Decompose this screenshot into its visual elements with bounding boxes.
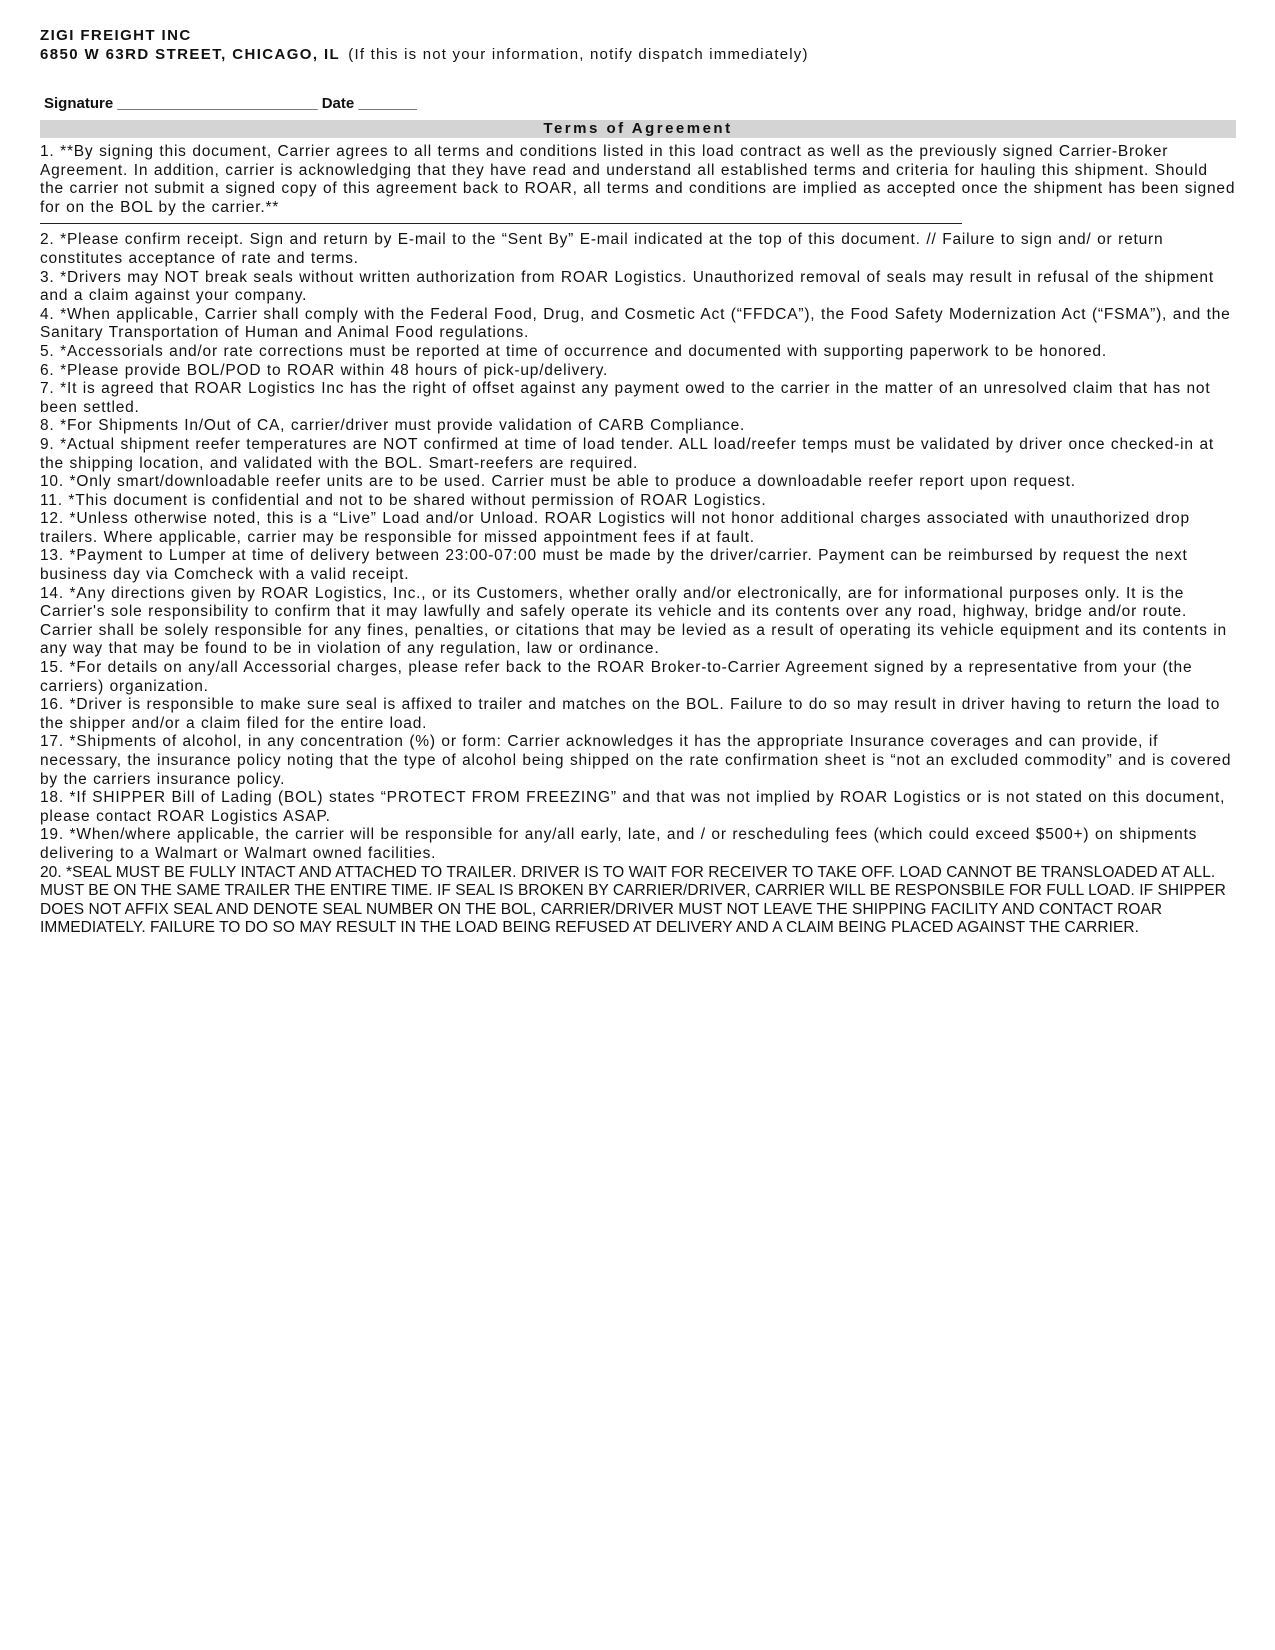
term-item-16: 16. *Driver is responsible to make sure seal is affixed to trailer and matches on the BOL. Failure to do so may result in driver having to return the load to the shipper and/or a claim filed for the entire load.	[40, 696, 1221, 732]
term-item-15: 15. *For details on any/all Accessorial charges, please refer back to the ROAR Broker-to-Carrier Agreement signed by a representative from your (the carriers) organization.	[40, 659, 1193, 695]
term-item-1: 1. **By signing this document, Carrier agrees to all terms and conditions listed in this load contract as well as the previously signed Carrier-Broker Agreement. In addition, carrier is acknowledging that they have read and understand all established terms and criteria for hauling this shipment. Should the carrier not submit a signed copy of this agreement back to ROAR, all terms and conditions are implied as accepted once the shipment has been signed for on the BOL by the carrier.**	[40, 143, 1236, 216]
term-item-11: 11. *This document is confidential and not to be shared without permission of ROAR Logistics.	[40, 491, 767, 509]
document-page	[40, 26, 1236, 938]
term-item-17: 17. *Shipments of alcohol, in any concentration (%) or form: Carrier acknowledges it has the appropriate Insurance coverages and can provide, if necessary, the insurance policy noting that the type of alcohol being shipped on the rate confirmation sheet is “not an excluded commodity” and is covered by the carriers insurance policy.	[40, 733, 1232, 788]
term-item-10: 10. *Only smart/downloadable reefer units are to be used. Carrier must be able to produce a downloadable reefer report upon request.	[40, 473, 1076, 491]
address-line	[40, 45, 1236, 65]
term-item-14: 14. *Any directions given by ROAR Logistics, Inc., or its Customers, whether orally and/or electronically, are for informational purposes only. It is the Carrier's sole responsibility to confirm that it may lawfully and safely operate its vehicle and its contents over any road, highway, bridge and/or route. Carrier shall be solely responsible for any fines, penalties, or citations that may be levied as a result of operating its vehicle equipment and its contents in any way that may be found to be in violation of any regulation, law or ordinance.	[40, 584, 1227, 658]
terms-heading: Terms of Agreement	[40, 120, 1236, 138]
term-item-18: 18. *If SHIPPER Bill of Lading (BOL) states “PROTECT FROM FREEZING” and that was not implied by ROAR Logistics or is not stated on this document, please contact ROAR Logistics ASAP.	[40, 789, 1226, 825]
term-item-6: 6. *Please provide BOL/POD to ROAR within 48 hours of pick-up/delivery.	[40, 361, 609, 379]
term-item-9: 9. *Actual shipment reefer temperatures are NOT confirmed at time of load tender. ALL load/reefer temps must be validated by driver once checked-in at the shipping location, and validated with the BOL. Smart-reefers are required.	[40, 435, 1214, 472]
term-item-13: 13. *Payment to Lumper at time of delivery between 23:00-07:00 must be made by the driver/carrier. Payment can be reimbursed by request the next business day via Comcheck with a valid receipt.	[40, 547, 1188, 584]
term-item-5: 5. *Accessorials and/or rate corrections must be reported at time of occurrence and documented with supporting paperwork to be honored.	[40, 342, 1107, 360]
term-item-20: 20. *SEAL MUST BE FULLY INTACT AND ATTACHED TO TRAILER. DRIVER IS TO WAIT FOR RECEIVER TO TAKE OFF. LOAD CANNOT BE TRANSLOADED AT ALL. MUST BE ON THE SAME TRAILER THE ENTIRE TIME. IF SEAL IS BROKEN BY CARRIER/DRIVER, CARRIER WILL BE RESPONSBILE FOR FULL LOAD. IF SHIPPER DOES NOT AFFIX SEAL AND DENOTE SEAL NUMBER ON THE BOL, CARRIER/DRIVER MUST NOT LEAVE THE SHIPPING FACILITY AND CONTACT ROAR IMMEDIATELY. FAILURE TO DO SO MAY RESULT IN THE LOAD BEING REFUSED AT DELIVERY AND A CLAIM BEING PLACED AGAINST THE CARRIER.	[40, 863, 1226, 937]
term-item-3: 3. *Drivers may NOT break seals without written authorization from ROAR Logistics. Unauthorized removal of seals may result in refusal of the shipment and a claim against your company.	[40, 268, 1214, 305]
signature-line: Signature ________________________ Date _______	[44, 95, 417, 112]
term-item-2: 2. *Please confirm receipt. Sign and return by E-mail to the “Sent By” E-mail indicated at the top of this document. // Failure to sign and/ or return constitutes acceptance of rate and terms.	[40, 231, 1164, 267]
term-item-12: 12. *Unless otherwise noted, this is a “Live” Load and/or Unload. ROAR Logistics will not honor additional charges associated with unauthorized drop trailers. Where applicable, carrier may be responsible for missed appointment fees if at fault.	[40, 510, 1190, 546]
term-item-19: 19. *When/where applicable, the carrier will be responsible for any/all early, late, and / or rescheduling fees (which could exceed $500+) on shipments delivering to a Walmart or Walmart owned facilities.	[40, 826, 1198, 862]
company-address: 6850 W 63RD STREET, CHICAGO, IL	[40, 46, 341, 63]
term-item-8: 8. *For Shipments In/Out of CA, carrier/driver must provide validation of CARB Compliance.	[40, 417, 746, 435]
company-name: ZIGI FREIGHT INC	[40, 27, 192, 44]
term-item-7: 7. *It is agreed that ROAR Logistics Inc has the right of offset against any payment owed to the carrier in the matter of an unresolved claim that has not been settled.	[40, 380, 1211, 416]
dispatch-notice: (If this is not your information, notify dispatch immediately)	[348, 46, 809, 63]
term-item-4: 4. *When applicable, Carrier shall comply with the Federal Food, Drug, and Cosmetic Act (“FFDCA”), the Food Safety Modernization Act (“FSMA”), and the Sanitary Transportation of Human and Animal Food regulations.	[40, 305, 1231, 342]
divider-rule	[40, 217, 962, 224]
